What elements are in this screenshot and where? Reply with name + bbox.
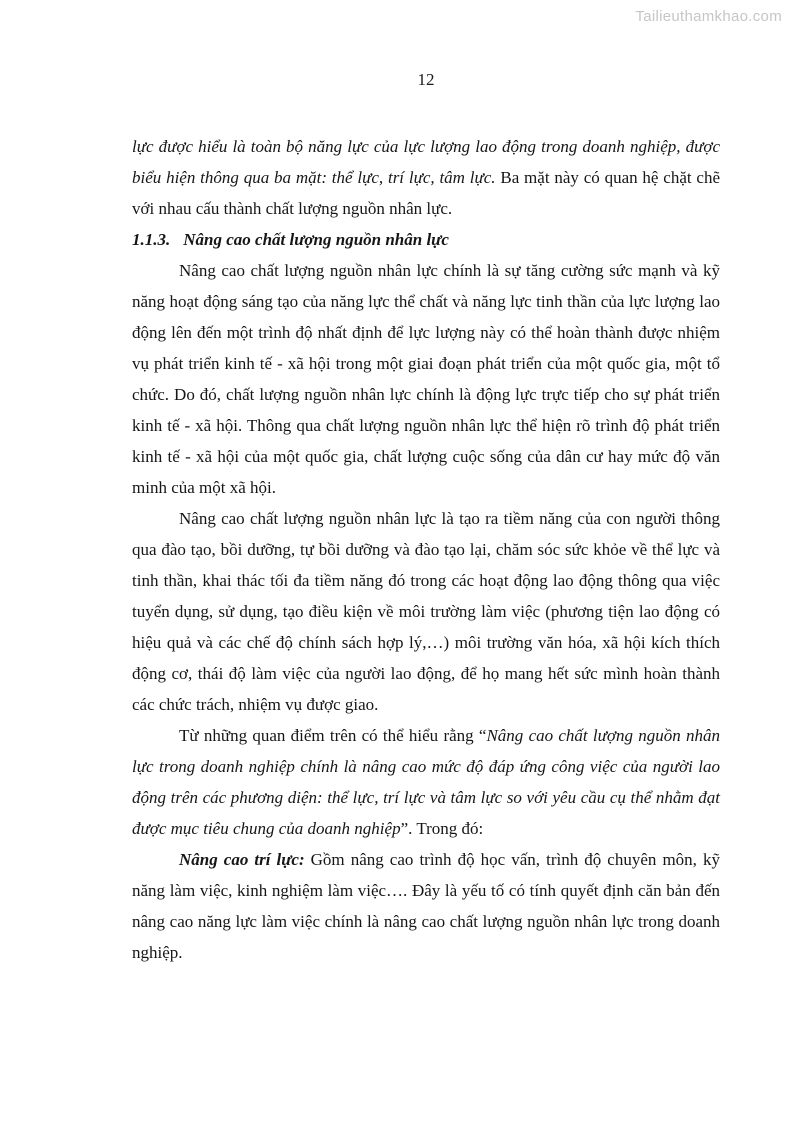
- paragraph-continuation-regular-text: Ba mặt này có quan hệ chặt chẽ với nhau cấu thành chất lượng nguồn nhân lực.: [132, 168, 720, 218]
- page-number: 12: [417, 70, 435, 89]
- section-heading: [132, 224, 720, 255]
- paragraph-tri-luc-lead: Nâng cao trí lực:: [179, 850, 305, 869]
- paragraph-continuation: [132, 131, 720, 224]
- paragraph-quote-lead: Từ những quan điểm trên có thể hiểu rằng “: [179, 726, 487, 745]
- paragraph-tri-luc-body: Gồm nâng cao trình độ học vấn, trình độ chuyên môn, kỹ năng làm việc, kinh nghiệm làm việc…. Đây là yếu tố có tính quyết định căn bản đến nâng cao năng lực làm việc chính là nâng cao chất lượng nguồn nhân lực trong doanh nghiệp.: [132, 850, 720, 962]
- site-watermark: Tailieuthamkhao.com: [635, 8, 782, 25]
- page-body: [132, 131, 720, 968]
- paragraph-definition: Nâng cao chất lượng nguồn nhân lực chính là sự tăng cường sức mạnh và kỹ năng hoạt động sáng tạo của năng lực thể chất và năng lực tinh thần của lực lượng lao động lên đến một trình độ nhất định để lực lượng này có thể hoàn thành được nhiệm vụ phát triển kinh tế - xã hội trong một giai đoạn phát triển của một quốc gia, một tổ chức. Do đó, chất lượng nguồn nhân lực chính là động lực trực tiếp cho sự phát triển kinh tế - xã hội. Thông qua chất lượng nguồn nhân lực thể hiện rõ trình độ phát triển kinh tế - xã hội của một quốc gia, chất lượng cuộc sống của dân cư hay mức độ văn minh của một xã hội.: [132, 261, 720, 497]
- section-heading-number: 1.1.3.: [132, 230, 171, 249]
- paragraph-continuation-italic-text: lực được hiểu là toàn bộ năng lực của lực lượng lao động trong doanh nghiệp, được biểu hiện thông qua ba mặt: thể lực, trí lực, tâm lực.: [132, 137, 720, 187]
- section-heading-title: Nâng cao chất lượng nguồn nhân lực: [183, 230, 449, 249]
- paragraph-quote-tail: ”. Trong đó:: [400, 819, 484, 838]
- paragraph-quote: [132, 720, 720, 844]
- paragraph-tri-luc: [132, 844, 720, 968]
- paragraph-quote-italic-text: Nâng cao chất lượng nguồn nhân lực trong doanh nghiệp chính là nâng cao mức độ đáp ứng công việc của người lao động trên các phương diện: thể lực, trí lực và tâm lực so với yêu cầu cụ thể nhằm đạt được mục tiêu chung của doanh nghiệp: [132, 726, 720, 838]
- paragraph-potential: Nâng cao chất lượng nguồn nhân lực là tạo ra tiềm năng của con người thông qua đào tạo, bồi dưỡng, tự bồi dưỡng và đào tạo lại, chăm sóc sức khỏe về thể lực và tinh thần, khai thác tối đa tiềm năng đó trong các hoạt động lao động thông qua việc tuyển dụng, sử dụng, tạo điều kiện về môi trường làm việc (phương tiện lao động có hiệu quả và các chế độ chính sách hợp lý,…) môi trường văn hóa, xã hội kích thích động cơ, thái độ làm việc của người lao động, để họ mang hết sức mình hoàn thành các chức trách, nhiệm vụ được giao.: [132, 509, 720, 714]
